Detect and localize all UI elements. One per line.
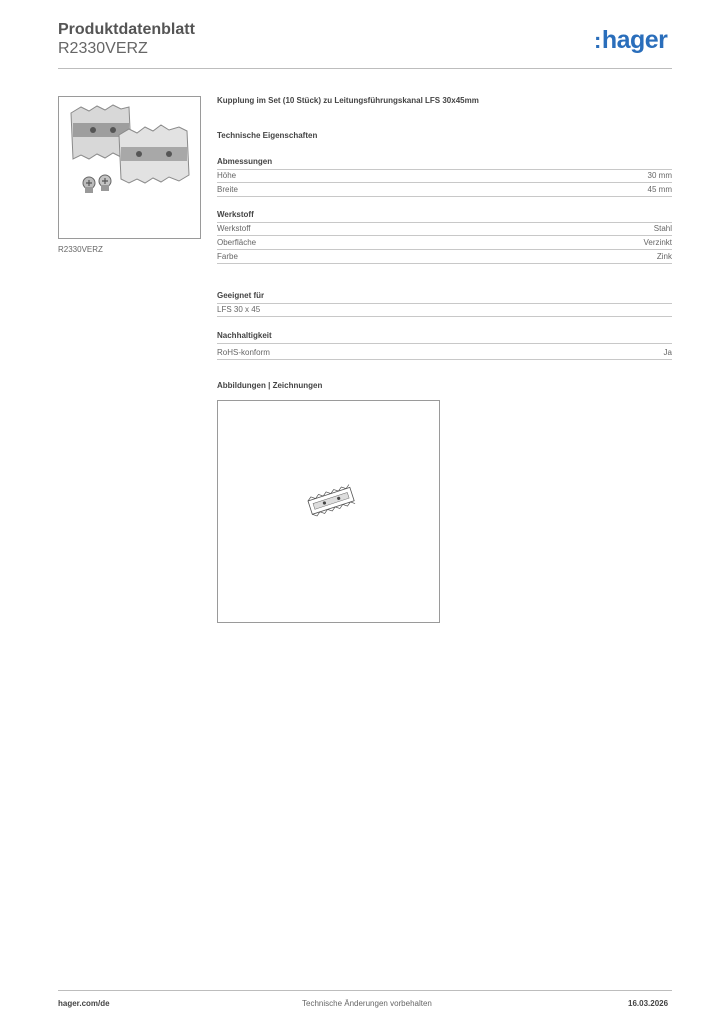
product-photo bbox=[58, 96, 201, 239]
page-title: Produktdatenblatt bbox=[58, 21, 195, 38]
row-label: RoHS-konform bbox=[217, 348, 270, 357]
logo-colon-icon: : bbox=[594, 28, 601, 53]
header-divider bbox=[58, 68, 672, 69]
tech-properties-heading: Technische Eigenschaften bbox=[217, 131, 318, 140]
row-label: Farbe bbox=[217, 252, 238, 261]
table-row bbox=[217, 303, 672, 317]
coupling-drawing-icon bbox=[218, 401, 439, 622]
row-label: Oberfläche bbox=[217, 238, 257, 247]
group-heading-abmessungen: Abmessungen bbox=[217, 157, 672, 170]
product-title: Kupplung im Set (10 Stück) zu Leitungsführungskanal LFS 30x45mm bbox=[217, 96, 479, 105]
drawings-heading: Abbildungen | Zeichnungen bbox=[217, 381, 323, 390]
coupling-photo-icon bbox=[59, 97, 200, 238]
row-label: Höhe bbox=[217, 171, 237, 180]
row-value: Verzinkt bbox=[643, 238, 672, 247]
hager-logo[interactable] bbox=[594, 26, 667, 55]
footer-divider bbox=[58, 990, 672, 991]
footer-date: 16.03.2026 bbox=[628, 999, 669, 1008]
product-photo-caption: R2330VERZ bbox=[58, 245, 103, 254]
footer-website-link[interactable]: hager.com/de bbox=[58, 999, 110, 1008]
row-value: 45 mm bbox=[647, 185, 672, 194]
table-row bbox=[217, 250, 672, 264]
group-heading-werkstoff: Werkstoff bbox=[217, 210, 672, 223]
group-heading-nachhaltigkeit: Nachhaltigkeit bbox=[217, 331, 672, 344]
row-label: LFS 30 x 45 bbox=[217, 305, 261, 314]
technical-drawing bbox=[217, 400, 440, 623]
row-value: 30 mm bbox=[647, 171, 672, 180]
row-value: Stahl bbox=[653, 224, 672, 233]
table-row bbox=[217, 169, 672, 183]
row-value: Ja bbox=[663, 348, 672, 357]
table-row bbox=[217, 222, 672, 236]
table-row bbox=[217, 183, 672, 197]
footer-notice: Technische Änderungen vorbehalten bbox=[302, 999, 432, 1008]
row-label: Breite bbox=[217, 185, 238, 194]
article-number: R2330VERZ bbox=[58, 40, 148, 57]
table-row bbox=[217, 236, 672, 250]
logo-text: hager bbox=[601, 26, 668, 54]
table-row bbox=[217, 346, 672, 360]
row-value: Zink bbox=[656, 252, 672, 261]
group-heading-geeignet-fuer: Geeignet für bbox=[217, 291, 672, 304]
row-label: Werkstoff bbox=[217, 224, 251, 233]
